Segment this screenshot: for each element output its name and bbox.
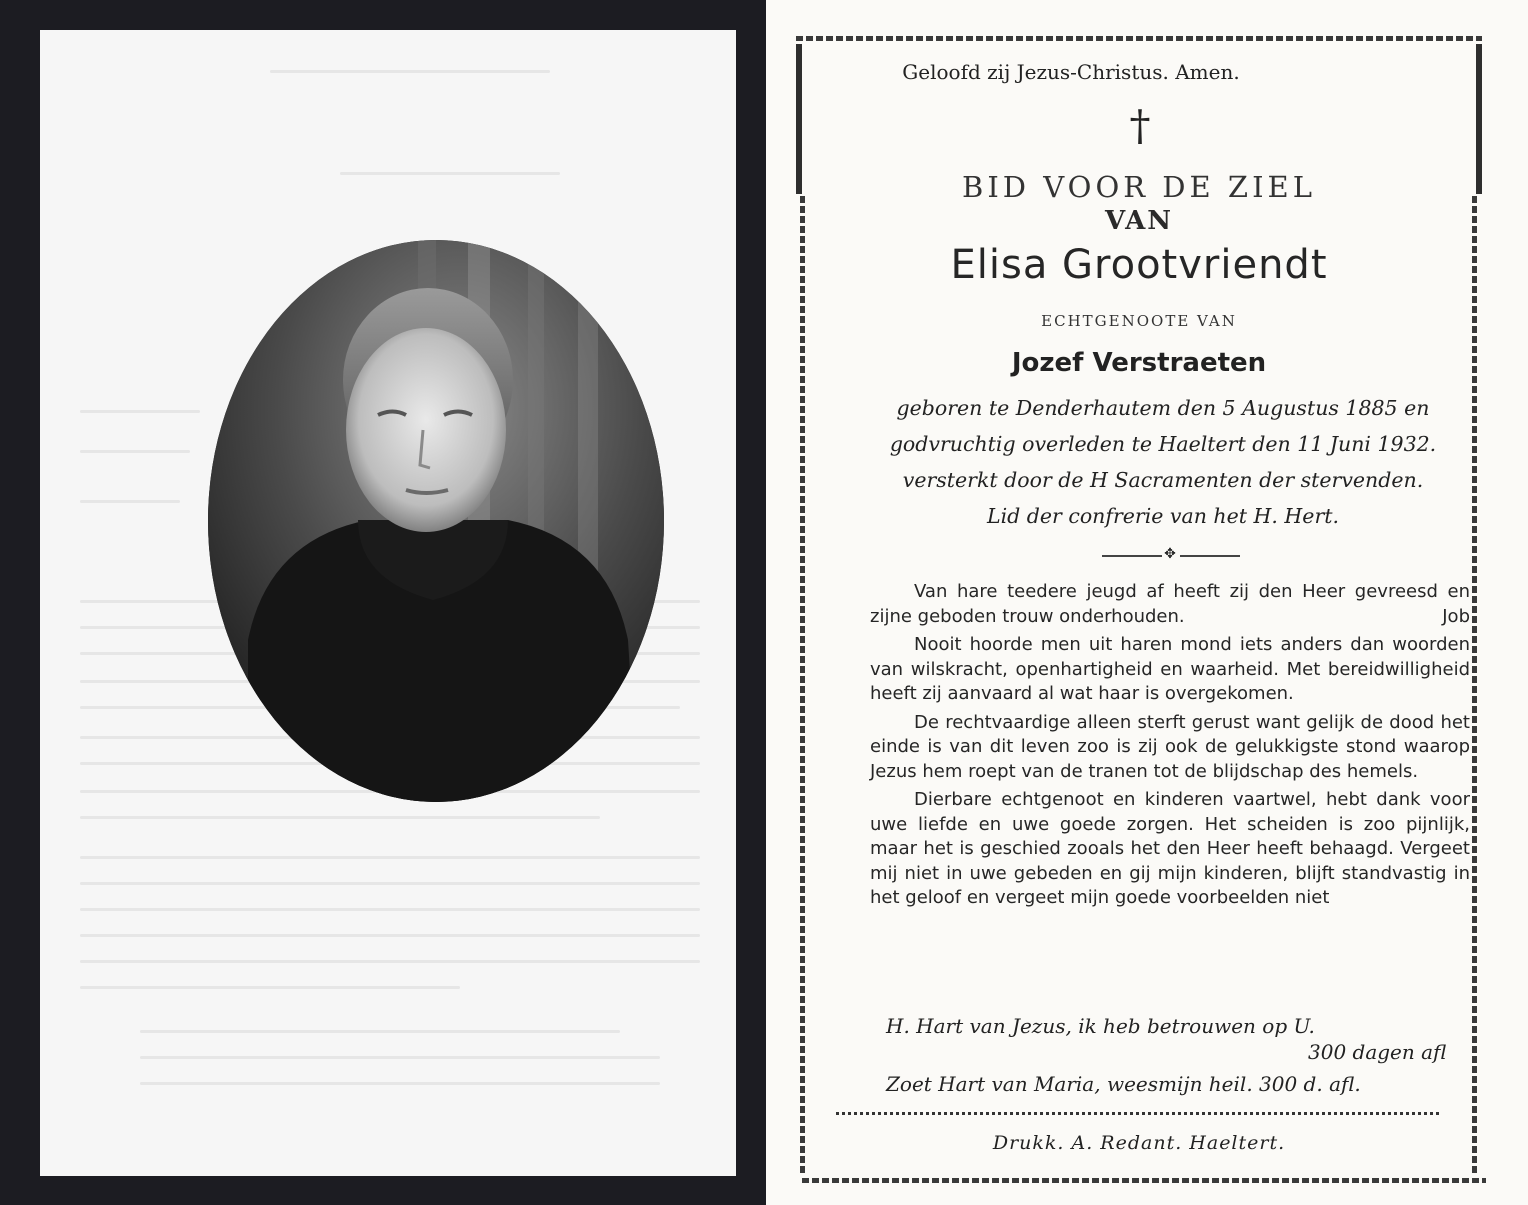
deceased-name: Elisa Grootvriendt bbox=[950, 242, 1328, 288]
cross-icon: † bbox=[1129, 101, 1151, 150]
pray-line: BID VOOR DE ZIEL bbox=[962, 170, 1316, 204]
printer-divider bbox=[836, 1112, 1440, 1115]
right-card-frame bbox=[796, 36, 1492, 1186]
details-line-1: geboren te Denderhautem den 5 Augustus 1885 en bbox=[896, 396, 1430, 420]
paragraph-2: Nooit hoorde men uit haren mond iets anders dan woorden van wilskracht, openhartigheid en waarheid. Met bereidwilligheid heeft zij aanvaard al wat haar is overgekomen. bbox=[870, 634, 1470, 704]
van-label: VAN bbox=[1104, 206, 1174, 236]
spouse-intro: ECHTGENOOTE VAN bbox=[1041, 312, 1237, 330]
frame-right-border bbox=[1472, 196, 1477, 1176]
indulgence-1: 300 dagen afl bbox=[1308, 1040, 1447, 1064]
invocation: Geloofd zij Jezus-Christus. Amen. bbox=[902, 60, 1240, 84]
paragraph-1 bbox=[870, 580, 1470, 629]
details-line-4: Lid der confrerie van het H. Hert. bbox=[986, 504, 1339, 528]
prayer-1: H. Hart van Jezus, ik heb betrouwen op U. bbox=[886, 1014, 1315, 1038]
paragraph-1-text: Van hare teedere jeugd af heeft zij den Heer gevreesd en zijne geboden trouw onderhouden. bbox=[870, 581, 1470, 627]
body-text bbox=[870, 580, 1470, 915]
portrait-image bbox=[208, 240, 664, 802]
details-line-2: godvruchtig overleden te Haeltert den 11 Juni 1932. bbox=[889, 432, 1437, 456]
ornament-line-left bbox=[1102, 555, 1162, 557]
printer-credit: Drukk. A. Redant. Haeltert. bbox=[992, 1132, 1286, 1154]
prayer-2: Zoet Hart van Maria, weesmijn heil. 300 d. afl. bbox=[886, 1072, 1361, 1096]
paragraph-3: De rechtvaardige alleen sterft gerust want gelijk de dood het einde is van dit leven zoo is zij ook de gelukkigste stond waarop Jezus hem roept van de tranen tot de blijdschap des hemels. bbox=[870, 711, 1470, 782]
details-line-3: versterkt door de H Sacramenten der stervenden. bbox=[902, 468, 1424, 492]
ornament-line-right bbox=[1180, 555, 1240, 557]
paragraph-4: Dierbare echtgenoot en kinderen vaartwel, hebt dank voor uwe liefde en uwe goede zorgen. Het scheiden is zoo pijnlijk, maar het is geschied zooals het den Heer heeft behaagd. Vergeet mij niet in uwe gebeden en gij mijn kinderen, blijft standvastig in het geloof en vergeet mijn goede voorbeelden niet bbox=[870, 789, 1470, 908]
frame-bottom-border bbox=[802, 1178, 1486, 1183]
portrait-photo bbox=[208, 240, 664, 802]
left-card-paper bbox=[40, 30, 736, 1176]
spouse-name: Jozef Verstraeten bbox=[1011, 348, 1267, 378]
ornament-icon: ✥ bbox=[1164, 546, 1176, 562]
frame-left-border bbox=[800, 196, 805, 1176]
citation: Job bbox=[1442, 605, 1470, 627]
frame-top-border bbox=[796, 36, 1482, 41]
right-card bbox=[766, 0, 1528, 1205]
